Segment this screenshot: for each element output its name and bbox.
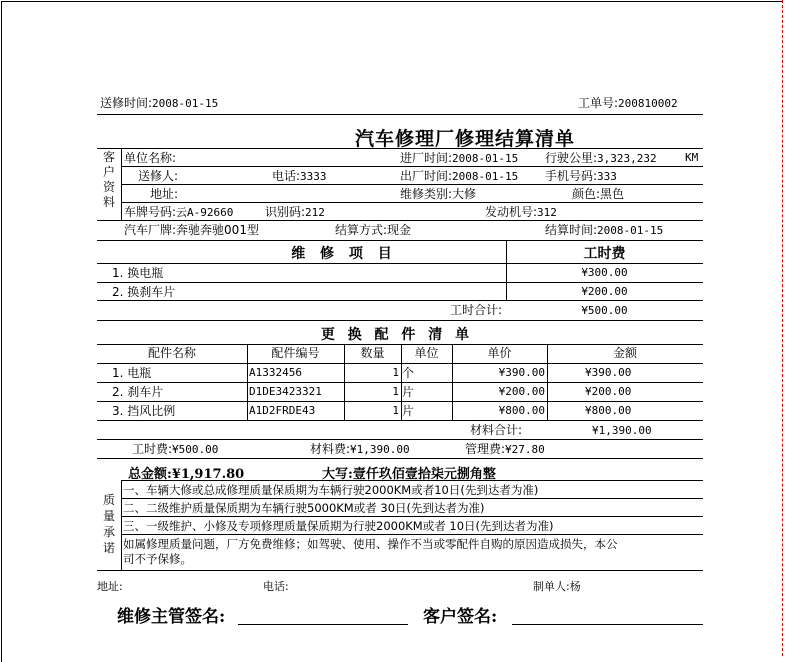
- part-qty: 1: [392, 404, 399, 417]
- parts-header-unit: 单位: [414, 346, 439, 360]
- in-time-value: 2008-01-15: [452, 152, 519, 165]
- repair-item-name: 1. 换电瓶: [112, 266, 164, 280]
- material-total-value: ¥1,390.00: [592, 424, 652, 437]
- warranty-side-divider: [121, 480, 122, 570]
- send-time: [100, 96, 218, 111]
- brand-label: 汽车厂牌:: [124, 223, 177, 237]
- part-amount: ¥200.00: [585, 385, 632, 398]
- material-total-label: 材料合计:: [470, 423, 523, 437]
- fee-management: [465, 442, 545, 457]
- fee-material: [310, 442, 410, 457]
- customer-sign-line[interactable]: [512, 624, 703, 625]
- footer-maker: [533, 578, 581, 594]
- plate-label: 车牌号码:: [124, 205, 177, 219]
- grand-total-value: ¥1,917.80: [171, 467, 245, 482]
- row-rule: [97, 439, 703, 440]
- in-time: [400, 151, 518, 166]
- out-time-value: 2008-01-15: [452, 170, 519, 183]
- fee-material-label: 材料费:: [310, 442, 351, 456]
- send-time-label: 送修时间:: [100, 96, 153, 110]
- brand: [124, 223, 259, 237]
- part-name: 1. 电瓶: [112, 366, 152, 380]
- row-rule: [97, 363, 703, 364]
- mileage: [545, 151, 657, 166]
- unit-name: [124, 151, 176, 165]
- document-title: 汽车修理厂修理结算清单: [354, 128, 575, 150]
- page-margin-guide: [782, 0, 783, 656]
- footer-phone-label: 电话:: [263, 580, 289, 593]
- row-rule: [97, 344, 703, 345]
- row-rule: [121, 166, 703, 167]
- labor-fee-header: 工时费: [583, 246, 626, 262]
- grand-total-upper-value: 壹仟玖佰壹拾柒元捌角整: [352, 467, 496, 482]
- color-label: 颜色:: [572, 187, 601, 201]
- fee-labor-value: ¥500.00: [172, 443, 219, 456]
- side-char: 承: [102, 525, 115, 539]
- mobile-value: 333: [597, 170, 617, 183]
- repair-item-name: 2. 换刹车片: [112, 285, 176, 299]
- row-rule: [97, 263, 703, 264]
- repair-item-fee: ¥200.00: [581, 285, 628, 298]
- fee-labor: [132, 442, 218, 457]
- parts-header-qty: 数量: [360, 346, 385, 360]
- send-time-value: 2008-01-15: [152, 97, 219, 110]
- labor-total-value: ¥500.00: [581, 304, 628, 317]
- plate-value: 云A-92660: [176, 206, 234, 219]
- mileage-value: 3,323,232: [597, 152, 657, 165]
- part-name: 3. 挡风比例: [112, 404, 176, 418]
- sender: [138, 169, 178, 183]
- supervisor-sign-label: 维修主管签名:: [117, 607, 226, 627]
- phone: [272, 169, 327, 184]
- color-value: 黑色: [600, 187, 625, 201]
- parts-title: 更 换 配 件 清 单: [320, 327, 470, 343]
- pay-method: [335, 223, 411, 237]
- repair-items-title: 维 修 项 目: [291, 246, 392, 262]
- out-time: [400, 169, 518, 184]
- settle-time: [545, 223, 663, 238]
- footer-maker-label: 制单人:: [533, 580, 570, 593]
- part-qty: 1: [392, 385, 399, 398]
- row-rule: [121, 202, 703, 203]
- warranty-note-line2: 司不予保修。: [123, 552, 192, 566]
- plate: [124, 205, 233, 220]
- mobile-label: 手机号码:: [545, 169, 598, 183]
- pay-method-label: 结算方式:: [335, 223, 388, 237]
- order-number-value: 200810002: [618, 97, 678, 110]
- unit-name-label: 单位名称:: [124, 151, 177, 165]
- parts-header-code: 配件编号: [271, 346, 320, 360]
- row-rule: [121, 534, 703, 535]
- customer-top-rule: [97, 148, 703, 149]
- settle-time-value: 2008-01-15: [597, 224, 664, 237]
- row-rule: [97, 300, 703, 301]
- part-qty: 1: [392, 366, 399, 379]
- labor-total-label: 工时合计:: [450, 303, 503, 317]
- side-char: 量: [102, 509, 115, 523]
- part-unit: 个: [402, 366, 415, 380]
- repair-top-rule: [97, 240, 703, 241]
- engine-label: 发动机号:: [485, 205, 538, 219]
- warranty-side-label: [97, 492, 121, 556]
- footer-maker-value: 杨: [569, 580, 581, 593]
- out-time-label: 出厂时间:: [400, 169, 453, 183]
- customer-sign-label: 客户签名:: [423, 607, 498, 627]
- side-char: 质: [102, 493, 115, 507]
- customer-bottom-rule: [97, 220, 703, 221]
- vin-label: 识别码:: [265, 205, 306, 219]
- mileage-label: 行驶公里:: [545, 151, 598, 165]
- fee-management-label: 管理费:: [465, 442, 506, 456]
- sender-label: 送修人:: [138, 169, 179, 183]
- warranty-top-rule: [121, 480, 703, 481]
- repair-type-label: 维修类别:: [400, 187, 453, 201]
- row-rule: [97, 282, 703, 283]
- brand-value: 奔驰奔驰001型: [176, 223, 259, 237]
- warranty-line: 二、二级维护质量保质期为车辆行驶5000KM或者 30日(先到达者为准): [123, 501, 485, 515]
- header-rule: [97, 114, 703, 115]
- row-rule: [121, 184, 703, 185]
- row-rule: [97, 401, 703, 402]
- warranty-line: 一、车辆大修或总成修理质量保质期为车辆行驶2000KM或者10日(先到达者为准): [123, 483, 539, 497]
- order-number: [578, 96, 678, 111]
- part-unit: 片: [402, 385, 415, 399]
- fee-material-value: ¥1,390.00: [350, 443, 410, 456]
- part-code: A1332456: [249, 366, 302, 379]
- repair-type-value: 大修: [452, 187, 477, 201]
- grand-total-upper-label: 大写:: [322, 467, 353, 482]
- fee-labor-label: 工时费:: [132, 442, 173, 456]
- repair-type: [400, 187, 476, 201]
- parts-header-amount: 金额: [612, 346, 637, 360]
- parts-header-price: 单价: [487, 346, 512, 360]
- color: [572, 187, 624, 201]
- address-label: 地址:: [150, 187, 179, 201]
- supervisor-sign-line[interactable]: [238, 624, 408, 625]
- side-char: 料: [102, 195, 115, 209]
- settle-time-label: 结算时间:: [545, 223, 598, 237]
- vin: [265, 205, 325, 220]
- row-rule: [97, 420, 703, 421]
- engine-value: 312: [537, 206, 557, 219]
- part-amount: ¥390.00: [585, 366, 632, 379]
- part-amount: ¥800.00: [585, 404, 632, 417]
- vin-value: 212: [305, 206, 325, 219]
- row-rule: [121, 498, 703, 499]
- part-price: ¥390.00: [498, 366, 545, 379]
- in-time-label: 进厂时间:: [400, 151, 453, 165]
- part-price: ¥200.00: [498, 385, 545, 398]
- part-code: D1DE3423321: [249, 385, 322, 398]
- warranty-line: 三、一级维护、小修及专项修理质量保质期为行驶2000KM或者 10日(先到达者为准): [123, 519, 554, 533]
- side-char: 资: [102, 180, 115, 194]
- repair-item-fee: ¥300.00: [581, 266, 628, 279]
- engine: [485, 205, 557, 220]
- side-char: 诺: [102, 541, 115, 555]
- warranty-note-line1: 如属修理质量问题，厂方免费维修；如驾驶、使用、操作不当或零配件自购的原因造成损失，本公: [123, 537, 618, 551]
- address: [150, 187, 178, 201]
- row-rule: [121, 516, 703, 517]
- phone-value: 3333: [300, 170, 327, 183]
- row-rule: [97, 382, 703, 383]
- customer-side-label: [97, 150, 121, 210]
- fee-management-value: ¥27.80: [505, 443, 545, 456]
- pay-method-value: 现金: [387, 223, 412, 237]
- side-char: 户: [102, 165, 115, 179]
- order-number-label: 工单号:: [578, 96, 619, 110]
- mobile: [545, 169, 617, 184]
- phone-label: 电话:: [272, 169, 301, 183]
- warranty-bottom-rule: [97, 570, 703, 571]
- part-name: 2. 刹车片: [112, 385, 164, 399]
- part-price: ¥800.00: [498, 404, 545, 417]
- row-rule: [97, 458, 703, 459]
- parts-top-rule: [97, 320, 703, 321]
- mileage-unit: KM: [685, 151, 699, 164]
- part-unit: 片: [402, 404, 415, 418]
- footer-address-label: 地址:: [97, 580, 123, 593]
- part-code: A1D2FRDE43: [249, 404, 316, 417]
- parts-header-name: 配件名称: [147, 346, 196, 360]
- side-char: 客: [102, 150, 115, 164]
- grand-total-label: 总金额:: [128, 467, 172, 482]
